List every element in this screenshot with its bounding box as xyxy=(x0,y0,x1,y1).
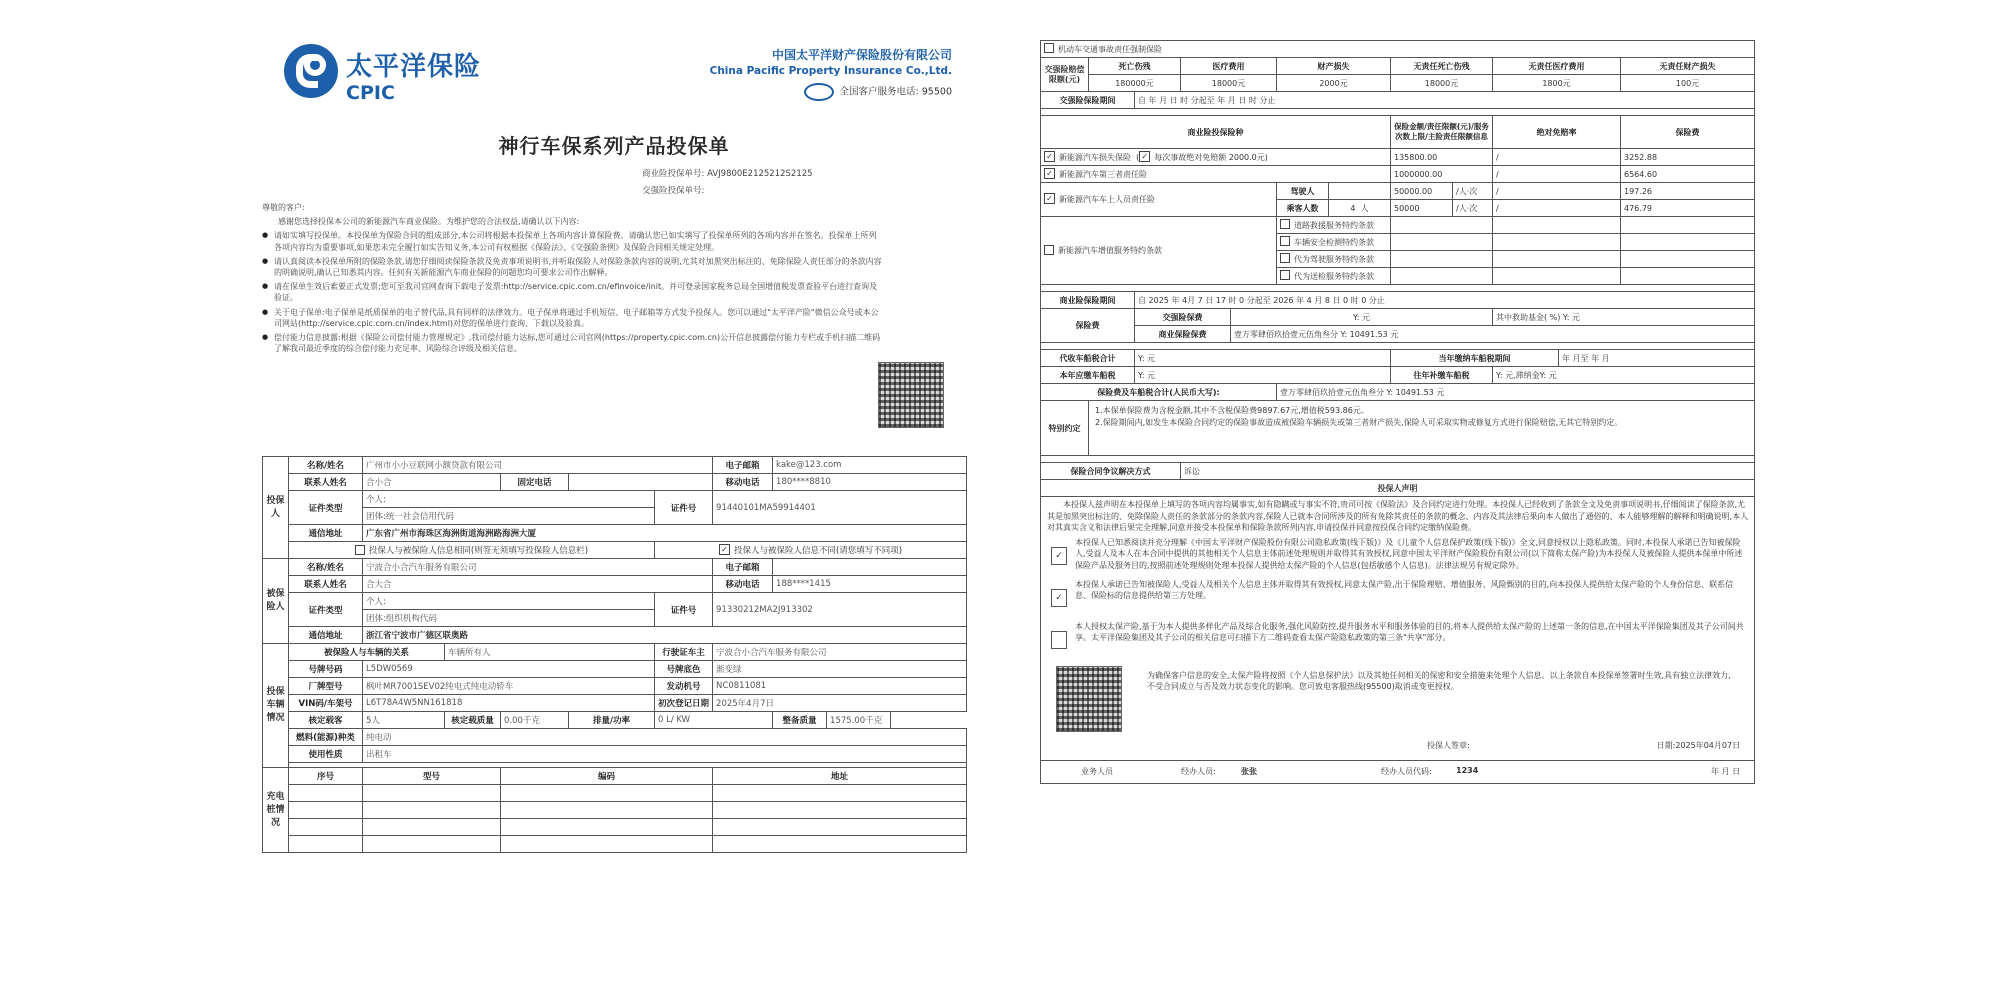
commercial-period[interactable]: 自 2025 年 4月 7 日 17 时 0 分起至 2026 年 4 月 8 日 0 时 0 分止 xyxy=(1135,292,1755,309)
vehicle-engine[interactable]: NC0811081 xyxy=(713,678,967,695)
policy-table xyxy=(1040,40,1755,784)
cell xyxy=(1391,234,1493,251)
checked-checkbox-icon[interactable]: ✓ xyxy=(1051,547,1067,565)
passenger-unit-label: 人 xyxy=(1360,203,1369,213)
coverage-row[interactable] xyxy=(1041,166,1391,183)
cell xyxy=(1493,217,1621,234)
compulsory-period-label: 交强险保险期间 xyxy=(1041,92,1135,109)
label: 通信地址 xyxy=(289,627,363,644)
applicant-address[interactable]: 广东省广州市海珠区海洲街道海洲路海洲大厦 xyxy=(363,525,967,542)
commercial-policy-no: 商业险投保单号: AVJ9800E2125212S2125 xyxy=(642,169,813,179)
notice-item: ● 请认真阅读本投保单所附的保险条款,请您仔细阅读保险条款及免责事项说明书,并听取保险人对保险条款内容的说明,尤其对加黑突出标注的、免除保险人责任部分的条款内容的明确说明,确认已知悉其内容。任何有关新能源汽车商业保险的问题您均可要求公司作出解释。 xyxy=(262,256,882,278)
label: 名称/姓名 xyxy=(289,457,363,474)
vehicle-displacement[interactable]: 0 L/ KW xyxy=(655,712,773,729)
checked-checkbox-icon[interactable]: ✓ xyxy=(1139,151,1150,162)
declaration-sub-text: 本人授权太保产险,基于为本人提供多样化产品及综合化服务,强化风险防控,提升服务水平和服务体验的目的,将本人提供给太保产险的上述第一条的信息,在中国太平洋保险集团及其子公司间共享。太平洋保险集团及其子公司的相关信息可扫描下方二维码查看太保产险隐私政策的第三条"共享"部分。 xyxy=(1075,621,1744,642)
checkbox-icon[interactable] xyxy=(1044,43,1054,53)
charger-cell[interactable] xyxy=(501,836,713,853)
premium-label: 保险费 xyxy=(1041,309,1135,343)
vehicle-vin[interactable]: L6T78A4W5NN161818 xyxy=(363,695,655,712)
vehicle-registered-owner[interactable]: 宁波合小合汽车服务有限公司 xyxy=(713,644,967,661)
label: 电子邮箱 xyxy=(713,559,773,576)
coverage-extra: 每次事故绝对免赔额 2000.0元 xyxy=(1154,152,1265,162)
diff-info-label: 投保人与被保险人信息不同(请您填写不同项) xyxy=(733,546,903,556)
commercial-col-header: 绝对免赔率 xyxy=(1493,116,1621,149)
compulsory-header-cell[interactable] xyxy=(1041,41,1755,58)
commercial-col-header: 保险费 xyxy=(1621,116,1755,149)
limit-header: 无责任医疗费用 xyxy=(1493,58,1621,75)
addon-option-label: 代为送检服务特约条款 xyxy=(1294,271,1374,281)
coverage-premium: 6564.60 xyxy=(1621,166,1755,183)
label: 电子邮箱 xyxy=(713,457,773,474)
insured-email[interactable] xyxy=(773,559,967,576)
driver-premium: 197.26 xyxy=(1621,183,1755,200)
privacy-section xyxy=(1047,660,1748,738)
label: 厂牌型号 xyxy=(289,678,363,695)
total-premium: 壹万零肆佰玖拾壹元伍角叁分 Y: 10491.53 元 xyxy=(1277,384,1755,401)
limit-value: 100元 xyxy=(1621,75,1755,92)
declaration-sub xyxy=(1047,576,1748,618)
company-name-cn: 中国太平洋财产保险股份有限公司 xyxy=(771,48,952,62)
addon-option[interactable] xyxy=(1277,251,1391,268)
tax-due: Y: 元 xyxy=(1135,367,1391,384)
label: 发动机号 xyxy=(655,678,713,695)
handler-code-label: 经办人员代码: xyxy=(1381,766,1432,776)
same-info-label: 投保人与被保险人信息相同(则签无须填写投保险人信息栏) xyxy=(368,546,589,556)
charger-cell[interactable] xyxy=(713,802,967,819)
notice-greeting: 尊敬的客户: xyxy=(262,203,305,212)
declaration-date: 日期:2025年04月07日 xyxy=(1656,740,1741,750)
label: VIN码/车架号 xyxy=(289,695,363,712)
declaration-section xyxy=(1041,497,1755,761)
special-terms xyxy=(1089,401,1755,456)
declaration-sub-text: 本投保人承诺已告知被保险人,受益人及相关个人信息主体并取得其有效授权,同意太保产险,出于保险理赔、增值服务、风险甄别的目的,向本投保人提供给太保产险的个人身份信息、联系信息、保险标的信息提供给第三方处理。 xyxy=(1075,579,1734,600)
cpic-logo xyxy=(284,44,504,114)
addon-option-label: 道路救援服务特约条款 xyxy=(1294,220,1374,230)
spacer xyxy=(1041,343,1755,350)
cell xyxy=(1621,268,1755,285)
label: 号牌号码 xyxy=(289,661,363,678)
insured-section-label: 被保险人 xyxy=(263,559,289,644)
checkbox-icon[interactable] xyxy=(1044,245,1054,255)
limit-header: 医疗费用 xyxy=(1181,58,1277,75)
vehicle-plate-color[interactable]: 渐变绿 xyxy=(713,661,967,678)
label: 保险合同争议解决方式 xyxy=(1041,463,1181,480)
charger-cell[interactable] xyxy=(501,802,713,819)
vehicle-section-label: 投保车辆情况 xyxy=(263,644,289,768)
addon-option[interactable] xyxy=(1277,234,1391,251)
passenger-count-value: 4 xyxy=(1350,203,1356,213)
passenger-count xyxy=(1329,200,1391,217)
commercial-col-header: 商业险投保险种 xyxy=(1041,116,1391,149)
notice-item: ● 偿付能力信息披露:根据《保险公司偿付能力管理规定》,我司偿付能力达标,您可通过公司官网(https://property.cpic.com.cn)公开信息披露偿付能力专栏或手机扫描二维码了解我司最近季度的综合偿付能力充足率、风险综合评级及相关信息。 xyxy=(262,332,882,354)
label: 行驶证车主 xyxy=(655,644,713,661)
limit-header: 无责任财产损失 xyxy=(1621,58,1755,75)
vehicle-model[interactable]: 枫叶MR7001SEV02纯电式纯电动轿车 xyxy=(363,678,655,695)
charger-header: 序号 xyxy=(289,768,363,785)
applicant-section-label: 投保人 xyxy=(263,457,289,559)
label: 乘客人数 xyxy=(1277,200,1329,217)
limit-value: 18000元 xyxy=(1181,75,1277,92)
checked-checkbox-icon[interactable]: ✓ xyxy=(1044,193,1055,204)
commercial-col-header: 保险金额/责任限额(元)/服务次数上限/主险责任限额信息 xyxy=(1391,116,1493,149)
insured-address[interactable]: 浙江省宁波市广德区联奥路 xyxy=(363,627,967,644)
charger-cell[interactable] xyxy=(713,785,967,802)
declaration-body: 本投保人兹声明在本投保单上填写的各项内容均属事实,如有隐瞒或与事实不符,贵司可按《保险法》及合同约定进行处理。本投保人已经收到了条款全文及免责事项说明书,仔细阅读了保险条款,尤其是加黑突出标注的、免除保险人责任的条款部分的条款内容,保险人已就本合同所涉及的所有免除其责任的条款的概念、内容及其法律后果向本人做出了通俗的、本人能够理解的解释和明确说明,本人对其真实含义和法律后果完全理解,同意并接受本投保单和保险条款所列内容,申请投保并同意按投保合同约定缴纳保险费。 xyxy=(1047,500,1749,532)
spacer xyxy=(1329,183,1391,200)
insured-id-type-org[interactable]: 团体:组织机构代码 xyxy=(363,610,655,627)
limit-header: 无责任死亡伤残 xyxy=(1391,58,1493,75)
insured-id-type-personal[interactable]: 个人: xyxy=(363,593,655,610)
handler-label: 经办人员: xyxy=(1181,766,1216,776)
declaration-sub xyxy=(1047,618,1748,660)
applicant-id-no[interactable]: 91440101MA59914401 xyxy=(713,491,967,525)
insured-id-no[interactable]: 91330212MA2J913302 xyxy=(713,593,967,627)
checkbox-icon[interactable] xyxy=(355,545,365,555)
coverage-amount: 1000000.00 xyxy=(1391,166,1493,183)
applicant-mobile[interactable]: 180****8810 xyxy=(773,474,967,491)
footer-row xyxy=(1041,760,1755,783)
charger-cell[interactable] xyxy=(289,836,363,853)
label: 被保险人与车辆的关系 xyxy=(289,644,445,661)
coverage-name: 新能源汽车增值服务特约条款 xyxy=(1058,246,1162,255)
label: 使用性质 xyxy=(289,746,363,763)
applicant-email[interactable]: kake@123.com xyxy=(773,457,967,474)
label: 号牌底色 xyxy=(655,661,713,678)
privacy-text: 为确保客户信息的安全,太保产险将按照《个人信息保护法》以及其他任何相关的保密和安全措施来处理个人信息。以上条款自本投保单签署时生效,具有独立法律效力,不受合同成立与否及效力状态变化的影响。您可致电客服热线(95500)取消或变更授权。 xyxy=(1147,670,1731,691)
label: 当年缴纳车船税期间 xyxy=(1391,350,1559,367)
label: 交强险保费 xyxy=(1135,309,1231,326)
addon-option[interactable] xyxy=(1277,217,1391,234)
label: 驾驶人 xyxy=(1277,183,1329,200)
seat-coverage[interactable] xyxy=(1041,183,1277,217)
charger-cell[interactable] xyxy=(713,819,967,836)
addon-option[interactable] xyxy=(1277,268,1391,285)
diff-info-option[interactable] xyxy=(655,542,967,559)
brand-en: CPIC xyxy=(346,82,395,104)
cell xyxy=(1621,217,1755,234)
checkbox-icon[interactable] xyxy=(1280,219,1290,229)
label: 证件类型 xyxy=(289,593,363,627)
declaration-sub xyxy=(1047,534,1748,576)
label: 核定载质量 xyxy=(445,712,501,729)
coverage-name: 新能源汽车损失保险 xyxy=(1059,152,1131,162)
charger-cell[interactable] xyxy=(289,819,363,836)
charger-cell[interactable] xyxy=(501,785,713,802)
compulsory-header: 机动车交通事故责任强制保险 xyxy=(1058,44,1162,54)
limit-header: 死亡伤残 xyxy=(1089,58,1181,75)
charger-cell[interactable] xyxy=(363,802,501,819)
passenger-amount: 50000 xyxy=(1391,200,1453,217)
spacer xyxy=(1041,109,1755,116)
document-title: 神行车保系列产品投保单 xyxy=(498,134,730,158)
special-line: 2.保险期间内,如发生本保险合同约定的保险事故造成被保险车辆损失或第三者财产损失,保险人可采取实物或修复方式进行保险赔偿,无其它特别约定。 xyxy=(1095,417,1623,427)
spacer xyxy=(1041,285,1755,292)
special-line: 1.本保单保险费为含税金额,其中不含税保险费9897.67元,增值税593.86元。 xyxy=(1095,406,1369,415)
label: 固定电话 xyxy=(501,474,569,491)
commercial-period-label: 商业险保险期间 xyxy=(1041,292,1135,309)
label: 燃料(能源)种类 xyxy=(289,729,363,746)
tax-back: Y: 元,滞纳金Y: 元 xyxy=(1493,367,1755,384)
checked-checkbox-icon[interactable]: ✓ xyxy=(1044,151,1055,162)
label: 核定载客 xyxy=(289,712,363,729)
charger-section-label: 充电桩情况 xyxy=(263,768,289,853)
cell xyxy=(1621,234,1755,251)
cell xyxy=(1493,268,1621,285)
limit-value: 1800元 xyxy=(1493,75,1621,92)
limit-value: 180000元 xyxy=(1089,75,1181,92)
same-info-option[interactable] xyxy=(289,542,655,559)
insured-contact[interactable]: 合大合 xyxy=(363,576,713,593)
cell xyxy=(1391,217,1493,234)
applicant-contact[interactable]: 合小合 xyxy=(363,474,501,491)
vehicle-fuel[interactable]: 纯电动 xyxy=(363,729,967,746)
company-name-en: China Pacific Property Insurance Co.,Ltd. xyxy=(709,65,952,77)
applicant-table xyxy=(262,456,967,853)
coverage-name: 新能源汽车第三者责任险 xyxy=(1059,169,1147,179)
insured-mobile[interactable]: 188****1415 xyxy=(773,576,967,593)
checked-checkbox-icon[interactable]: ✓ xyxy=(1044,168,1055,179)
limit-value: 18000元 xyxy=(1391,75,1493,92)
charger-cell[interactable] xyxy=(289,802,363,819)
notice-intro: 感谢您选择投保本公司的新能源汽车商业保险。为维护您的合法权益,请确认以下内容: xyxy=(278,217,580,227)
charger-header: 编码 xyxy=(501,768,713,785)
commercial-premium: 壹万零肆佰玖拾壹元伍角叁分 Y: 10491.53 元 xyxy=(1231,326,1755,343)
applicant-id-type-personal[interactable]: 个人: xyxy=(363,491,655,508)
driver-deductible: / xyxy=(1493,183,1621,200)
compulsory-limits-label: 交强险赔偿限额(元) xyxy=(1041,58,1089,92)
coverage-premium: 3252.88 xyxy=(1621,149,1755,166)
driver-unit: /人·次 xyxy=(1453,183,1493,200)
policy-numbers xyxy=(642,166,813,200)
label: 排量/功率 xyxy=(569,712,655,729)
notice-item: ● 请在保单生效后索要正式发票;您可至我司官网查询下载电子发票:http://service.cpic.com.cn/efinvoice/init。并可登录国家税务总局全国增值税发票查验平台进行查询及验证。 xyxy=(262,281,882,303)
handler-name: 张张 xyxy=(1241,766,1257,776)
notice-item: ● 关于电子保单:电子保单是纸质保单的电子替代品,具有同样的法律效力。电子保单将通过手机短信、电子邮箱等方式发予投保人。您可以通过"太平洋产险"微信公众号或本公司网站(http://service.cpic.com.cn/index.html)对您的保单进行查询、下载以及验真。 xyxy=(262,307,882,329)
coverage-amount: 135800.00 xyxy=(1391,149,1493,166)
label: 保险费及车船税合计(人民币大写): xyxy=(1041,384,1277,401)
checked-checkbox-icon[interactable]: ✓ xyxy=(719,544,730,555)
cell xyxy=(1391,251,1493,268)
coverage-row[interactable]: ✓ 新能源汽车损失保险 ( ✓ 每次事故绝对免赔额 2000.0元) xyxy=(1041,149,1391,166)
charger-cell[interactable] xyxy=(501,819,713,836)
label: 联系人姓名 xyxy=(289,474,363,491)
coverage-name: 新能源汽车车上人员责任险 xyxy=(1059,195,1155,204)
vehicle-tax: Y: 元 xyxy=(1135,350,1391,367)
rescue-fund: 其中救助基金( %) Y: 元 xyxy=(1493,309,1755,326)
label: 移动电话 xyxy=(713,474,773,491)
insured-name[interactable]: 宁波合小合汽车服务有限公司 xyxy=(363,559,713,576)
label: 往年补缴车船税 xyxy=(1391,367,1493,384)
vehicle-usage[interactable]: 出租车 xyxy=(363,746,967,763)
addon-option-label: 车辆安全检测特约条款 xyxy=(1294,237,1374,247)
applicant-name[interactable]: 广州市小小豆联网小额贷款有限公司 xyxy=(363,457,713,474)
label: 初次登记日期 xyxy=(655,695,713,712)
vehicle-curb-weight[interactable]: 1575.00千克 xyxy=(827,712,891,729)
passenger-premium: 476.79 xyxy=(1621,200,1755,217)
charger-cell[interactable] xyxy=(363,819,501,836)
label: 代收车船税合计 xyxy=(1041,350,1135,367)
privacy-qr-code xyxy=(1056,666,1122,732)
label: 整备质量 xyxy=(773,712,827,729)
applicant-landline[interactable] xyxy=(569,474,713,491)
left-page xyxy=(262,40,966,970)
passenger-unit: /人·次 xyxy=(1453,200,1493,217)
addon-coverage[interactable] xyxy=(1041,217,1277,285)
right-page xyxy=(1040,40,1749,970)
compulsory-period[interactable]: 自 年 月 日 时 分起至 年 月 日 时 分止 xyxy=(1135,92,1755,109)
passenger-deductible: / xyxy=(1493,200,1621,217)
cell xyxy=(1621,251,1755,268)
cell xyxy=(1391,268,1493,285)
notice xyxy=(262,202,882,357)
vehicle-seats[interactable]: 5人 xyxy=(363,712,445,729)
checkbox-icon[interactable] xyxy=(1280,253,1290,263)
vehicle-relation[interactable]: 车辆所有人 xyxy=(445,644,655,661)
cpic-mini-icon xyxy=(804,83,834,101)
charger-cell[interactable] xyxy=(289,785,363,802)
spacer xyxy=(1041,456,1755,463)
signature-label[interactable]: 投保人签章: xyxy=(1427,740,1470,750)
label: 商业保险保费 xyxy=(1135,326,1231,343)
label: 移动电话 xyxy=(713,576,773,593)
checkbox-icon[interactable] xyxy=(1280,236,1290,246)
checkbox-icon[interactable] xyxy=(1280,270,1290,280)
label: 证件类型 xyxy=(289,491,363,525)
compulsory-policy-no: 交强险投保单号: xyxy=(642,186,705,196)
hotline xyxy=(692,83,952,101)
applicant-id-type-org[interactable]: 团体:统一社会信用代码 xyxy=(363,508,655,525)
limit-header: 财产损失 xyxy=(1277,58,1391,75)
checkbox-icon[interactable] xyxy=(1051,631,1067,649)
signature-row xyxy=(1047,738,1748,758)
label: 本年应缴车船税 xyxy=(1041,367,1135,384)
charger-cell[interactable] xyxy=(363,836,501,853)
notice-item: ● 请如实填写投保单。本投保单为保险合同的组成部分,本公司将根据本投保单上各项内容计算保险费。请确认您已如实填写了投保单所列的各项内容并在签名。投保单上所列各项内容均为重要事项,如果您未完全履行如实告知义务,本公司有权根据《保险法》、《交强险条例》及保险合同相关规定处理。 xyxy=(262,230,882,252)
charger-cell[interactable] xyxy=(363,785,501,802)
charger-cell[interactable] xyxy=(713,836,967,853)
compulsory-premium: Y: 元 xyxy=(1231,309,1493,326)
declaration-title: 投保人声明 xyxy=(1041,480,1755,497)
coverage-deductible: / xyxy=(1493,166,1621,183)
label: 证件号 xyxy=(655,491,713,525)
label: 联系人姓名 xyxy=(289,576,363,593)
label: 名称/姓名 xyxy=(289,559,363,576)
hotline-text: 全国客户服务电话: 95500 xyxy=(839,86,952,98)
limit-value: 2000元 xyxy=(1277,75,1391,92)
vehicle-load[interactable]: 0.00千克 xyxy=(501,712,569,729)
cell xyxy=(1493,251,1621,268)
company-info xyxy=(692,46,952,101)
cell xyxy=(1493,234,1621,251)
solvency-qr-code xyxy=(878,362,944,428)
vehicle-first-reg[interactable]: 2025年4月7日 xyxy=(713,695,967,712)
declaration-sub-text: 本投保人已知悉阅读并充分理解《中国太平洋财产保险股份有限公司隐私政策(线下版)》及《儿童个人信息保护政策(线下版)》全文,同意授权以上隐私政策。同时,本投保人承诺已告知被保险人,受益人及本人在本合同中提供的其他相关个人信息主体前述处理规则并取得其有效授权,同意中国太平洋财产保险股份有限公司(以下简称太保产险)为本投保人及被保险人提供本保单中所述保险产品及服务目的,按照前述处理规则处理本投保人提供给太保产险的个人信息(包括敏感个人信息)。法律法规另有规定除外。 xyxy=(1075,537,1743,570)
charger-header: 型号 xyxy=(363,768,501,785)
tax-year: 年 月至 年 月 xyxy=(1559,350,1755,367)
brand-cn: 太平洋保险 xyxy=(346,52,482,82)
label: 证件号 xyxy=(655,593,713,627)
vehicle-plate[interactable]: L5DW0569 xyxy=(363,661,655,678)
handler-code: 1234 xyxy=(1456,765,1479,775)
salesman-label: 业务人员 xyxy=(1081,766,1113,776)
label: 通信地址 xyxy=(289,525,363,542)
coverage-deductible: / xyxy=(1493,149,1621,166)
driver-amount: 50000.00 xyxy=(1391,183,1453,200)
charger-header: 地址 xyxy=(713,768,967,785)
footer-date: 年 月 日 xyxy=(1710,766,1741,776)
addon-option-label: 代为驾驶服务特约条款 xyxy=(1294,254,1374,264)
checked-checkbox-icon[interactable]: ✓ xyxy=(1051,589,1067,607)
special-label: 特别约定 xyxy=(1041,401,1089,456)
cpic-logo-icon xyxy=(284,44,338,98)
dispute-value: 诉讼 xyxy=(1181,463,1755,480)
